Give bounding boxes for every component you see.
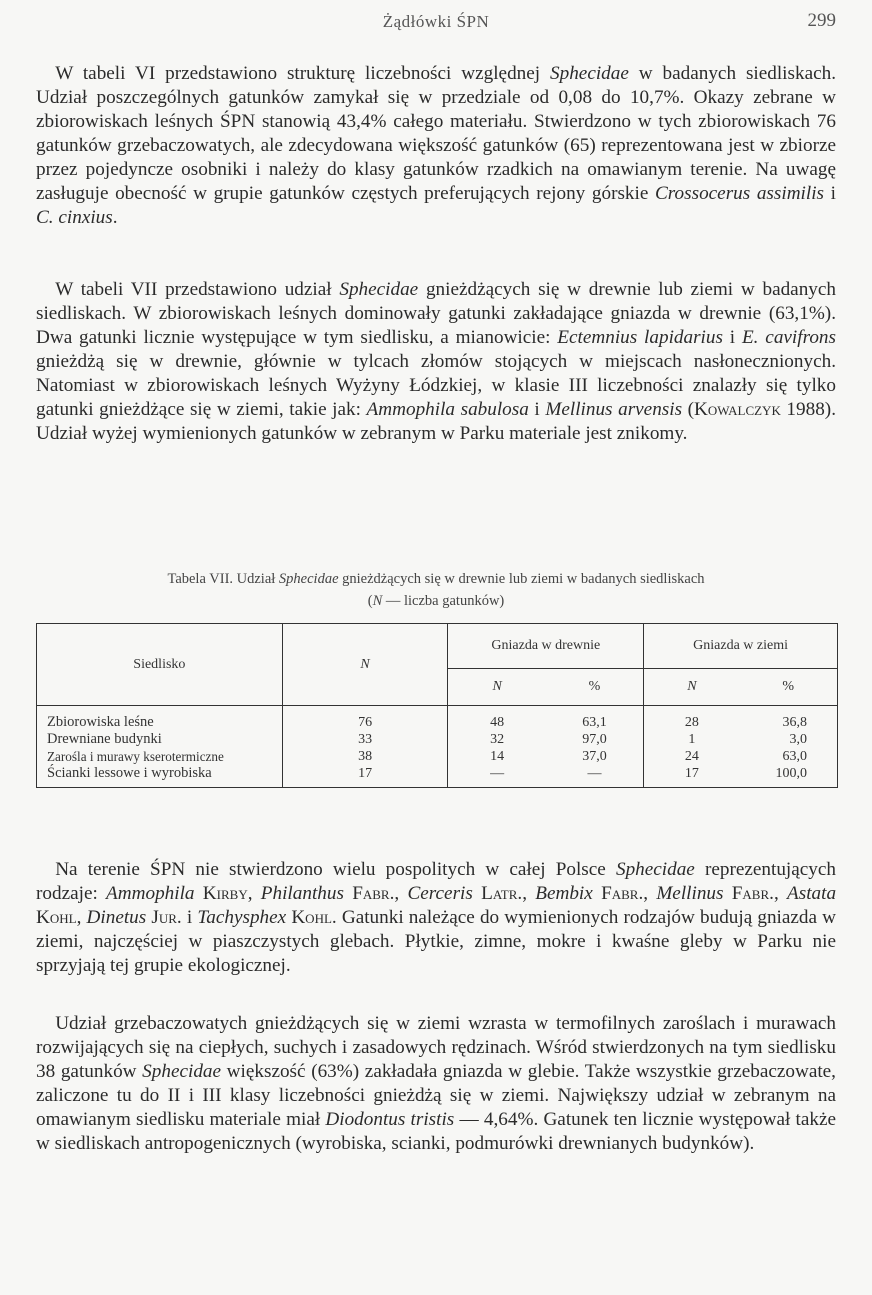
text-run: i [824,183,836,204]
taxon-name: Mellinus arvensis [545,399,683,420]
genus-name: Tachysphex [197,907,287,928]
table-row [37,706,838,732]
header-n-symbol: N [360,656,370,672]
text-run: 1988). Udział wyżej wymienionych gatunków w zebranym w Parku materiale jest znikomy. [36,399,836,444]
genus-name: Cerceris [407,883,473,904]
text-run: większość (63%) zakładała gniazda w glebie. Także wszystkie grzebaczowate, zaliczone tu do II i III klasy liczebności gnieżdżą się w ziemi. Największy udział w zebranym na omawianym siedlisku materiale miał [36,1061,836,1130]
table-caption [36,568,836,612]
species-count: 17 [282,765,448,788]
text-run: reprezentujących rodzaje: [36,859,836,904]
genus-name: Bembix [535,883,593,904]
wood-count: 48 [490,715,505,730]
taxon-name: Sphecidae [142,1061,222,1082]
habitat-name: Zarośla i murawy kserotermiczne [37,748,283,765]
author-name: Fabr. [352,883,395,904]
author-name: Fabr. [731,883,774,904]
author-name: Kohl. [291,907,337,928]
soil-count: 28 [684,715,699,730]
soil-percent: 36,8 [740,706,838,732]
habitat-name: Drewniane budynki [37,731,283,748]
running-title: Żądłówki ŚPN [382,12,490,31]
author-name: Kohl [36,907,77,928]
paragraph-2 [36,278,836,446]
taxon-name: Sphecidae [339,279,419,300]
taxon-name: E. cavifrons [741,327,836,348]
text-run: ( [682,399,695,420]
species-count: 38 [282,748,448,765]
paragraph-1 [36,62,836,230]
text-run: i [181,907,198,928]
soil-percent: 100,0 [740,765,838,788]
author-name: Jur. [151,907,182,928]
genus-name: Philanthus [260,883,344,904]
caption-text: Tabela VII. Udział [167,571,279,587]
subheader-wood-pct: % [546,669,644,706]
taxon-name: Crossocerus assimilis [654,183,825,204]
paragraph-4 [36,1012,836,1156]
wood-count: 32 [490,732,505,747]
table-row [37,748,838,765]
species-count: 33 [282,731,448,748]
genus-name: Mellinus [656,883,724,904]
text-run: i [528,399,546,420]
author-name: Kirby [202,883,248,904]
text-run: i [722,327,742,348]
text-run: gnieżdżących się w drewnie lub ziemi w badanych siedliskach. W zbiorowiskach leśnych dominowały gatunki zakładające gniazda w drewnie (63,1%). Dwa gatunki licznie występujące w tym siedlisku, a mianowicie: [36,279,836,348]
wood-percent: — [546,765,644,788]
subheader-symbol: N [492,679,502,694]
table-row [37,765,838,788]
wood-percent: 63,1 [546,706,644,732]
page-number: 299 [807,10,836,31]
header-soil-nests: Gniazda w ziemi [644,624,838,669]
taxon-name: Sphecidae [550,63,629,84]
header-habitat: Siedlisko [37,624,283,706]
text-run: Na terenie ŚPN nie stwierdzono wielu pospolitych w całej Polsce [55,859,616,880]
soil-percent: 63,0 [740,748,838,765]
text-run: W tabeli VI przedstawiono strukturę liczebności względnej [55,63,551,84]
caption-text: ( [367,593,373,609]
paragraph-3: Na terenie ŚPN nie stwierdzono wielu pospolitych w całej Polsce Sphecidae reprezentujących rodzaje: Ammophila Kirby, Philanthus Fabr., Cerceris Latr., Bembix Fabr., Mellinus Fabr., Astata Kohl, Dinetus Jur. i Tachysphex Kohl. Gatunki należące do wymienionych rodzajów budują gniazda w ziemi, najczęściej w piaszczystych glebach. Płytkie, zimne, mokre i kwaśne gleby w Parku nie sprzyjają tej grupie ekologicznej. [36,859,837,976]
wood-percent: 37,0 [546,748,644,765]
text-run: . [112,207,118,228]
habitat-name: Zbiorowiska leśne [37,706,283,732]
genus-name: Dinetus [86,907,147,928]
wood-percent: 97,0 [546,731,644,748]
genus-name: Ammophila [106,883,195,904]
running-header [36,8,836,38]
subheader-soil-pct: % [740,669,838,706]
subheader-wood-n [448,669,546,706]
caption-symbol: N [372,593,383,609]
subheader-soil-n [644,669,740,706]
soil-count: 17 [644,765,740,788]
text-run: w badanych siedliskach. Udział poszczególnych gatunków zamykał się w przedziale od 0,08 do 10,7%. Okazy zebrane w zbiorowiskach leśnych ŚPN stanowią 43,4% całego materiału. Stwierdzono w tych zbiorowiskach 76 gatunków grzebaczowatych, ale zdecydowana większość gatunków (65) reprezentowana jest w zbiorze przez pojedyncze osobniki i należy do klasy gatunków rzadkich na omawianym terenie. Na uwagę zasługuje obecność w grupie gatunków częstych preferujących rejony górskie [36,63,836,204]
taxon-name: Ectemnius lapidarius [557,327,723,348]
soil-count: 24 [684,749,699,764]
taxon-name: Sphecidae [615,859,695,880]
text-run: — 4,64%. Gatunek ten licznie występował także w siedliskach antropogenicznych (wyrobiska, scianki, podmurówki drewnianych budynków). [36,1109,836,1154]
text-run: gnieżdżą się w drewnie, głównie w tylcach złomów stojących w miejscach nasłonecznionych. Natomiast w zbiorowiskach leśnych Wyżyny Łódzkiej, w klasie III liczebności znalazły się tylko gatunki gnieżdżące się w ziemi, takie jak: [36,351,836,420]
text-run: Gatunki należące do wymienionych rodzajów budują gniazda w ziemi, najczęściej w piaszczystych glebach. Płytkie, zimne, mokre i kwaśne gleby w Parku nie sprzyjają tej grupie ekologicznej. [36,907,837,976]
genus-name: Astata [787,883,837,904]
author-citation: Kowalczyk [694,399,781,420]
header-wood-nests: Gniazda w drewnie [448,624,644,669]
species-count: 76 [282,706,448,732]
text-run: W tabeli VII przedstawiono udział [55,279,340,300]
wood-count: — [448,765,546,788]
soil-percent: 3,0 [740,731,838,748]
table-row [37,731,838,748]
habitat-name: Ścianki lessowe i wyrobiska [37,765,283,788]
header-n [282,624,448,706]
subheader-symbol: N [687,679,697,694]
soil-count: 1 [688,732,696,747]
taxon-name: Ammophila sabulosa [366,399,529,420]
table-vii [36,623,838,788]
text-run: Udział grzebaczowatych gnieżdżących się w ziemi wzrasta w termofilnych zaroślach i murawach rozwijających się na ciepłych, suchych i zasadowych rędzinach. Wśród stwierdzonych na tym siedlisku 38 gatunków [36,1013,836,1082]
author-name: Fabr. [601,883,644,904]
taxon-name: Sphecidae [278,571,339,587]
wood-count: 14 [490,749,505,764]
taxon-name: Diodontus tristis [325,1109,455,1130]
caption-text: gnieżdżących się w drewnie lub ziemi w badanych siedliskach [338,571,705,587]
caption-text: — liczba gatunków) [382,593,505,609]
taxon-name: C. cinxius [36,207,113,228]
author-name: Latr. [481,883,523,904]
